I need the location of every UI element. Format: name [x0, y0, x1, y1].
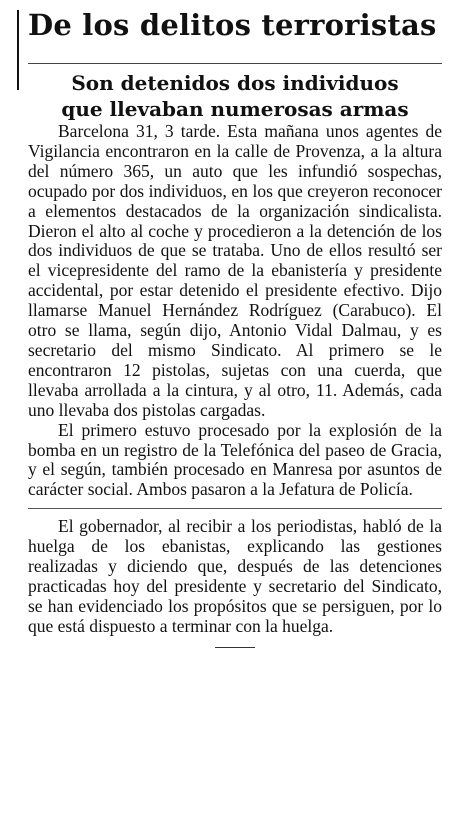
- article-paragraph-2: El primero estuvo procesado por la explosión de la bomba en un registro de la Telefónica del paseo de Gracia, y el según, también procesado en Manresa por asuntos de carácter social. Ambos pasaron a la Jefatura de Policía.: [28, 419, 442, 500]
- subheadline-line-1: Son detenidos dos individuos: [71, 71, 399, 95]
- article-paragraph-3: El gobernador, al recibir a los periodistas, habló de la huelga de los ebanistas, explicando las gestiones realizadas y diciendo que, después de las detenciones practicadas hoy del presidente y secretario del Sindicato, se han evidenciado los propósitos que se persiguen, por lo que está dispuesto a terminar con la huelga.: [28, 516, 442, 636]
- subheadline-line-2: que llevaban numerosas armas: [61, 97, 409, 121]
- headline: De los delitos terroristas: [28, 8, 437, 42]
- column-rule: [17, 10, 19, 90]
- section-divider: [28, 508, 442, 509]
- headline-divider: [28, 63, 442, 64]
- article-body: [28, 122, 442, 648]
- article-paragraph-1: Barcelona 31, 3 tarde. Esta mañana unos agentes de Vigilancia encontraron en la calle de Provenza, a la altura del número 365, un auto que les infundió sospechas, ocupado por dos individuos, en los que creyeron reconocer a elementos destacados de la organización sindicalista. Dieron el alto al coche y procedieron a la detención de los dos individuos de que se trataba. Uno de ellos resultó ser el vicepresidente del ramo de la ebanistería y presidente accidental, por estar detenido el presidente efectivo. Dijo llamarse Manuel Hernández Rodríguez (Carabuco). El otro se llama, según dijo, Antonio Vidal Dalmau, y es secretario del mismo Sindicato. Al primero se le encontraron 12 pistolas, sujetas con una cuerda, que llevaba arrollada a la cintura, y al otro, 11. Además, cada uno llevaba dos pistolas cargadas.: [28, 121, 442, 420]
- end-divider: [215, 647, 255, 648]
- subheadline: [28, 70, 442, 122]
